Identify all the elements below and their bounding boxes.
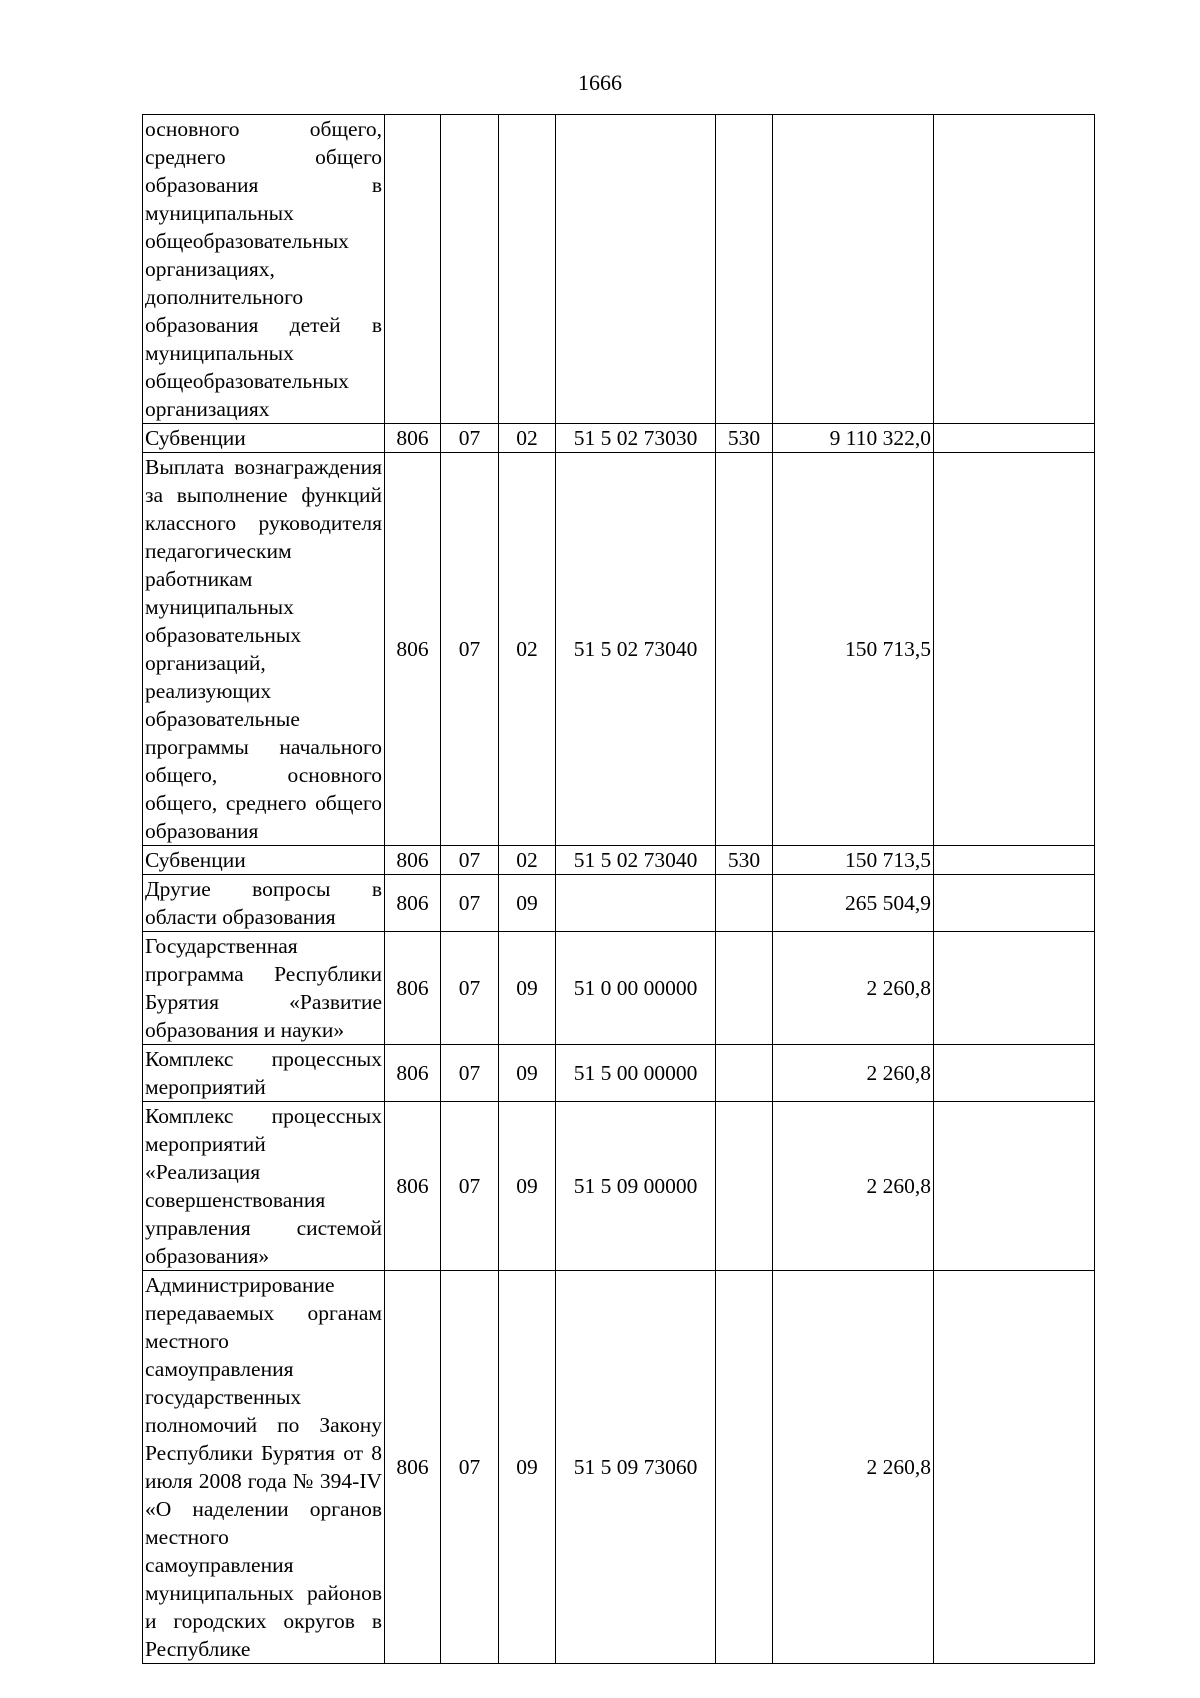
cell-extra: [934, 424, 1095, 453]
cell-grbs: 806: [385, 1102, 441, 1271]
row-description: Другие вопросы в области образования: [143, 875, 385, 932]
cell-extra: [934, 875, 1095, 932]
cell-grbs: 806: [385, 1045, 441, 1102]
cell-extra: [934, 846, 1095, 875]
cell-expense-type: [716, 453, 773, 846]
cell-target-article: 51 5 00 00000: [556, 1045, 716, 1102]
cell-amount: 2 260,8: [773, 932, 934, 1045]
table-row: [143, 115, 1095, 424]
cell-section: 07: [441, 1045, 499, 1102]
cell-section: 07: [441, 932, 499, 1045]
cell-subsection: 02: [499, 453, 556, 846]
cell-target-article: 51 5 02 73040: [556, 846, 716, 875]
cell-extra: [934, 1045, 1095, 1102]
cell-extra: [934, 1271, 1095, 1664]
cell-subsection: 02: [499, 424, 556, 453]
cell-expense-type: 530: [716, 424, 773, 453]
table-row: [143, 1271, 1095, 1664]
cell-target-article: 51 0 00 00000: [556, 932, 716, 1045]
cell-expense-type: [716, 875, 773, 932]
cell-subsection: 09: [499, 1045, 556, 1102]
cell-amount: 2 260,8: [773, 1271, 934, 1664]
cell-grbs: [385, 115, 441, 424]
cell-amount: [773, 115, 934, 424]
table-row: [143, 875, 1095, 932]
cell-subsection: 09: [499, 875, 556, 932]
cell-subsection: 09: [499, 1271, 556, 1664]
cell-grbs: 806: [385, 875, 441, 932]
cell-amount: 2 260,8: [773, 1045, 934, 1102]
cell-target-article: 51 5 09 00000: [556, 1102, 716, 1271]
cell-amount: 265 504,9: [773, 875, 934, 932]
table-row: [143, 932, 1095, 1045]
row-description: Субвенции: [143, 846, 385, 875]
cell-section: 07: [441, 453, 499, 846]
table-row: [143, 1102, 1095, 1271]
cell-amount: 150 713,5: [773, 846, 934, 875]
cell-subsection: 09: [499, 1102, 556, 1271]
row-description: Администрирование передаваемых органам местного самоуправления государственных полномочий по Закону Республики Бурятия от 8 июля 2008 года № 394-IV «О наделении органов местного самоуправления муниципальных районов и городских округов в Республике: [143, 1271, 385, 1664]
table-row: [143, 846, 1095, 875]
cell-target-article: 51 5 02 73030: [556, 424, 716, 453]
cell-section: 07: [441, 875, 499, 932]
table-row: [143, 453, 1095, 846]
row-description: Государственная программа Республики Бурятия «Развитие образования и науки»: [143, 932, 385, 1045]
cell-target-article: [556, 115, 716, 424]
cell-expense-type: [716, 1045, 773, 1102]
table-row: [143, 1045, 1095, 1102]
row-description: Выплата вознаграждения за выполнение функций классного руководителя педагогическим работникам муниципальных образовательных организаций, реализующих образовательные программы начального общего, основного общего, среднего общего образования: [143, 453, 385, 846]
cell-grbs: 806: [385, 846, 441, 875]
cell-expense-type: [716, 1271, 773, 1664]
cell-section: 07: [441, 846, 499, 875]
cell-subsection: 09: [499, 932, 556, 1045]
row-description: Субвенции: [143, 424, 385, 453]
cell-section: 07: [441, 1102, 499, 1271]
cell-target-article: [556, 875, 716, 932]
page-number: 1666: [578, 70, 622, 95]
cell-extra: [934, 115, 1095, 424]
cell-extra: [934, 1102, 1095, 1271]
cell-expense-type: [716, 932, 773, 1045]
cell-extra: [934, 453, 1095, 846]
cell-grbs: 806: [385, 424, 441, 453]
cell-expense-type: [716, 1102, 773, 1271]
cell-target-article: 51 5 09 73060: [556, 1271, 716, 1664]
cell-amount: 2 260,8: [773, 1102, 934, 1271]
cell-expense-type: [716, 115, 773, 424]
cell-amount: 9 110 322,0: [773, 424, 934, 453]
cell-grbs: 806: [385, 453, 441, 846]
cell-expense-type: 530: [716, 846, 773, 875]
cell-section: [441, 115, 499, 424]
cell-section: 07: [441, 424, 499, 453]
cell-extra: [934, 932, 1095, 1045]
cell-amount: 150 713,5: [773, 453, 934, 846]
cell-subsection: 02: [499, 846, 556, 875]
cell-section: 07: [441, 1271, 499, 1664]
cell-subsection: [499, 115, 556, 424]
table-row: [143, 424, 1095, 453]
row-description: Комплекс процессных мероприятий: [143, 1045, 385, 1102]
cell-grbs: 806: [385, 932, 441, 1045]
budget-table: [142, 114, 1095, 1664]
row-description: основного общего, среднего общего образования в муниципальных общеобразовательных организациях, дополнительного образования детей в муниципальных общеобразовательных организациях: [143, 115, 385, 424]
cell-target-article: 51 5 02 73040: [556, 453, 716, 846]
cell-grbs: 806: [385, 1271, 441, 1664]
row-description: Комплекс процессных мероприятий «Реализация совершенствования управления системой образования»: [143, 1102, 385, 1271]
